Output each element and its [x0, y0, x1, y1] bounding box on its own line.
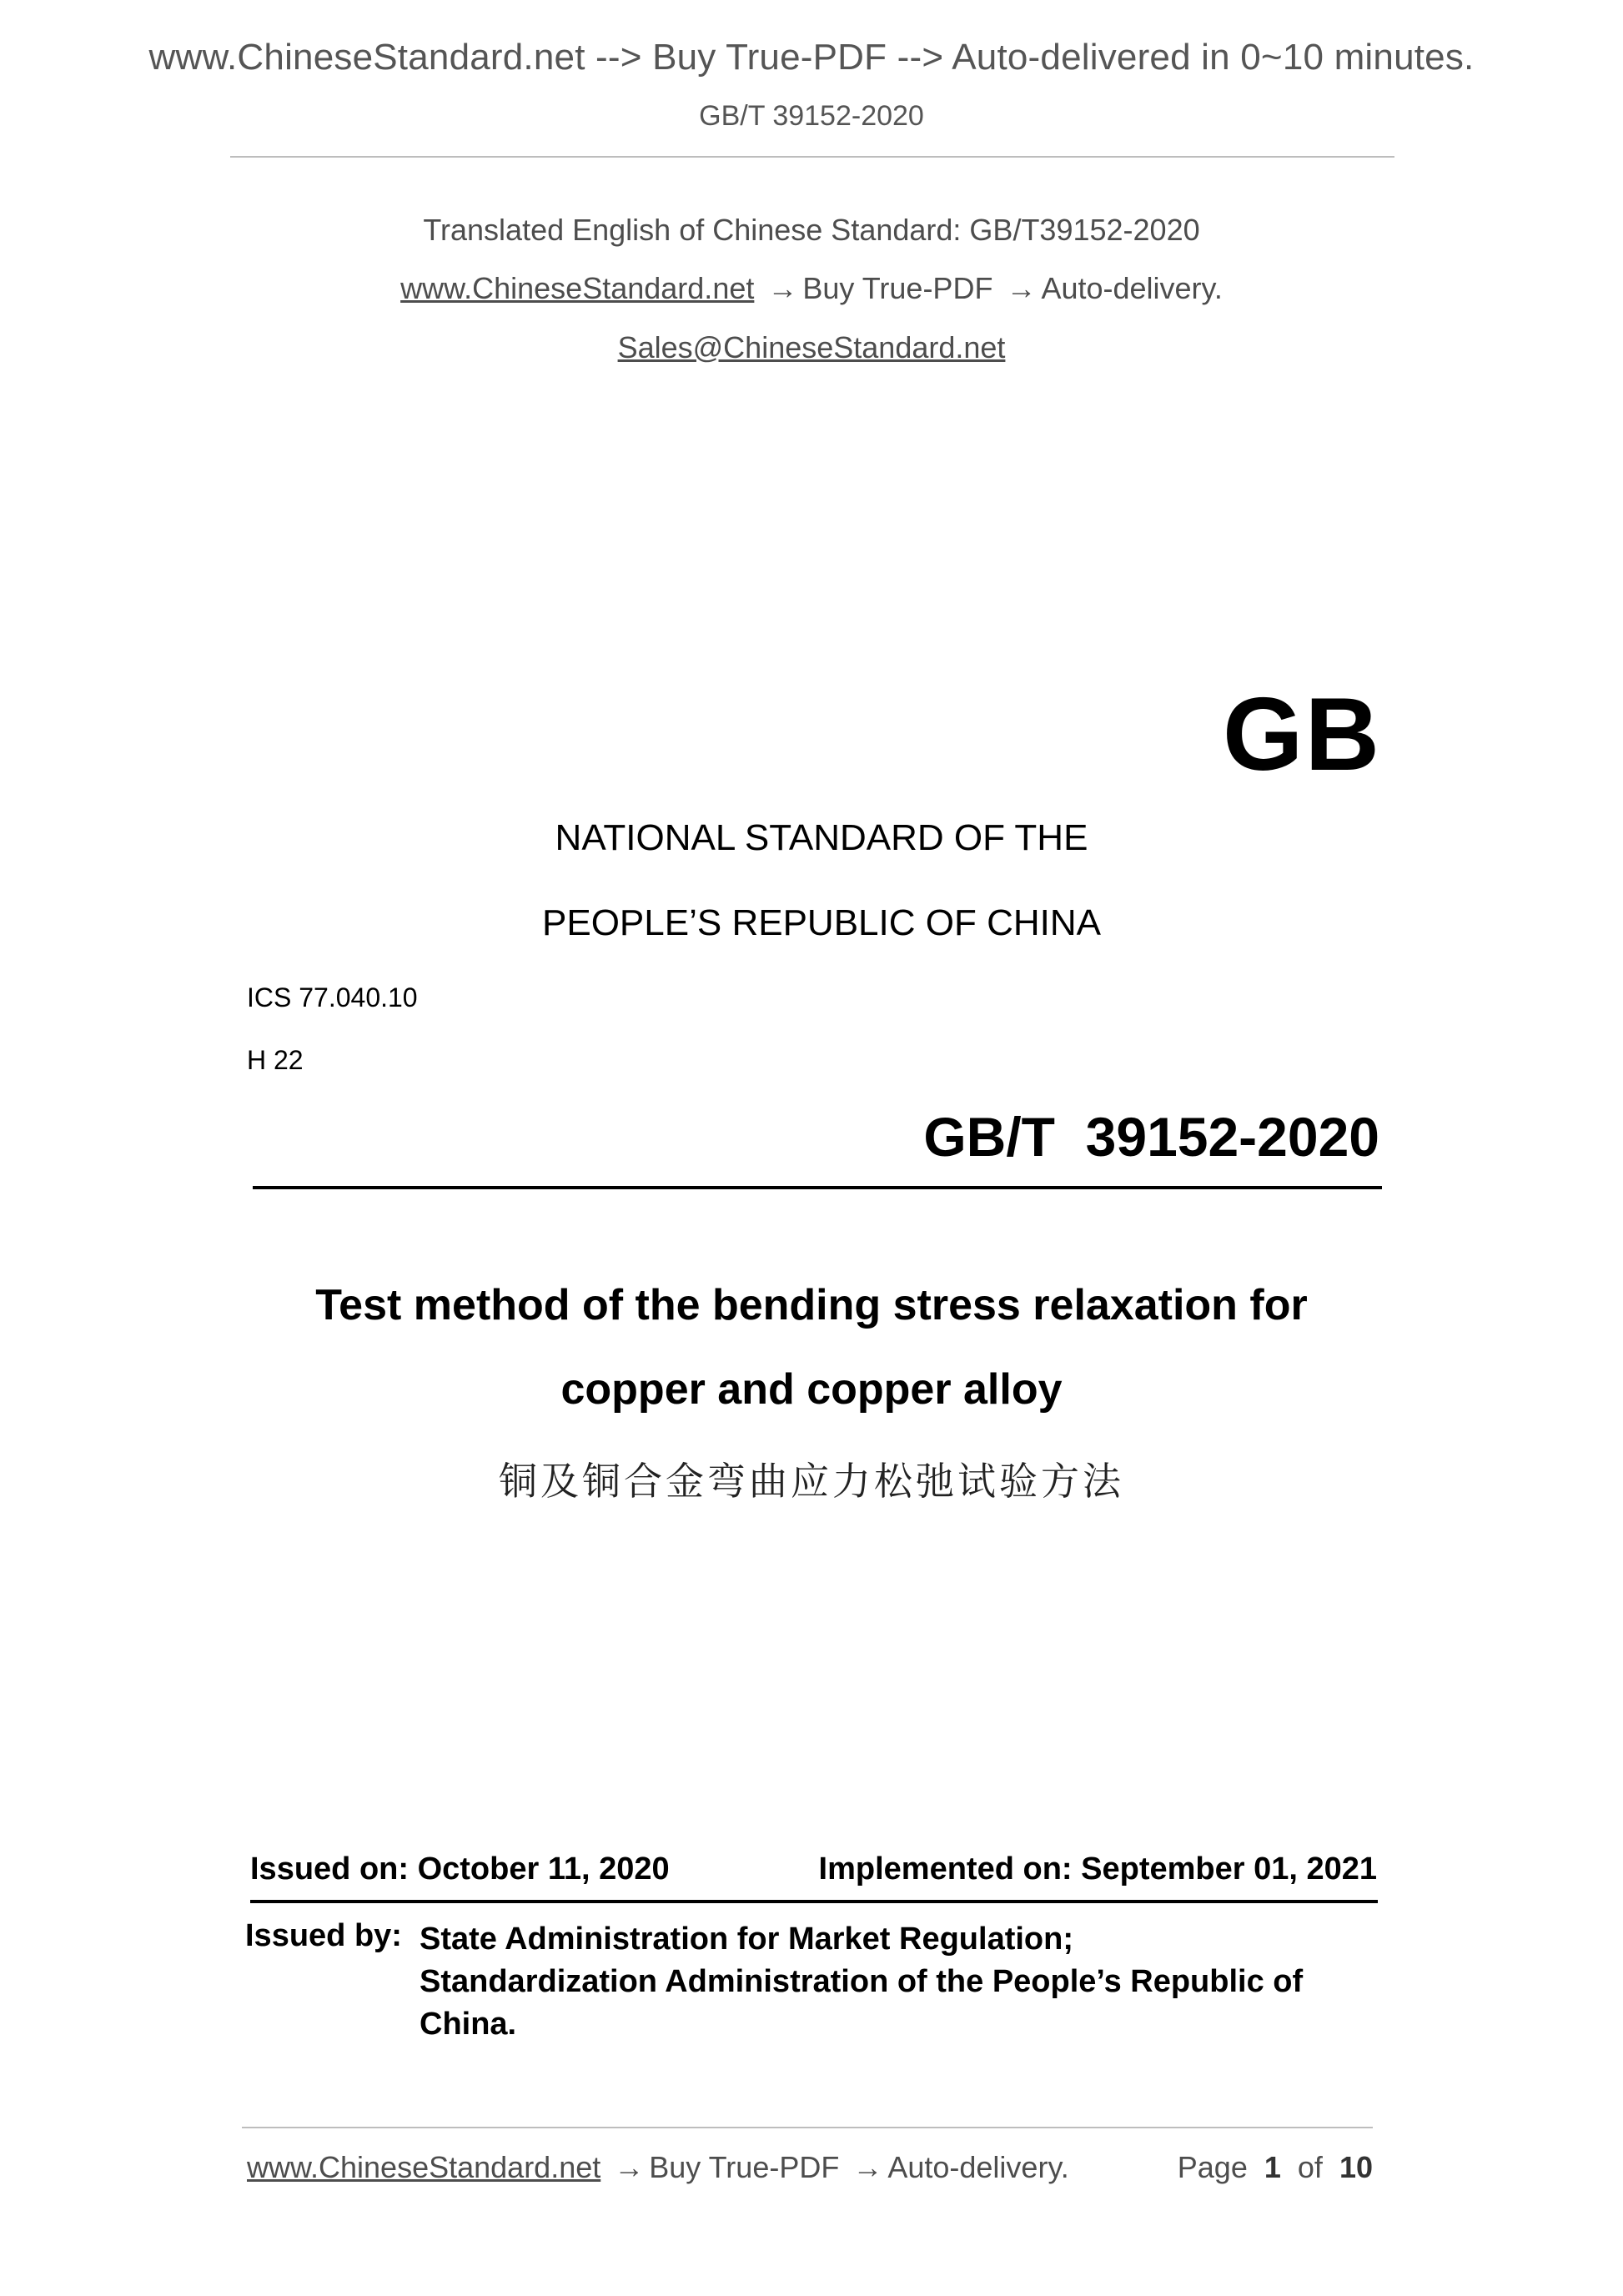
- issuing-authority: Standardization Administration of the People’s Republic of: [420, 1964, 1304, 1999]
- page-total: 10: [1339, 2150, 1373, 2184]
- arrow-right-icon: →: [852, 2150, 883, 2184]
- header-banner: www.ChineseStandard.net --> Buy True-PDF --> Auto-delivered in 0~10 minutes.: [148, 37, 1475, 78]
- email-link[interactable]: Sales@ChineseStandard.net: [617, 330, 1006, 364]
- footer-divider: [242, 2127, 1373, 2128]
- issuing-authority: China.: [420, 2007, 517, 2042]
- issued-by-label: Issued by:: [245, 1918, 402, 1953]
- ics-code: ICS 77.040.10: [247, 982, 418, 1012]
- footer-site-link[interactable]: www.ChineseStandard.net: [247, 2150, 601, 2184]
- document-title-chinese: 铜及铜合金弯曲应力松弛试验方法: [499, 1459, 1124, 1504]
- national-standard-heading-line2: PEOPLE’S REPUBLIC OF CHINA: [542, 902, 1101, 943]
- standard-number: GB/T 39152-2020: [923, 1106, 1379, 1168]
- issued-by-authorities: [420, 1918, 1387, 2046]
- delivery-text: Auto-delivery.: [1041, 271, 1223, 305]
- arrow-right-icon: →: [614, 2150, 645, 2184]
- dates-divider: [250, 1900, 1378, 1903]
- purchase-line: [0, 271, 1623, 306]
- translation-notice: Translated English of Chinese Standard: GB/T39152-2020: [423, 213, 1200, 247]
- gb-logo: GB: [1223, 677, 1381, 792]
- page-label: Page: [1177, 2150, 1248, 2184]
- page-indicator: [1178, 2150, 1373, 2185]
- standard-number-rule: [253, 1186, 1382, 1189]
- footer-delivery-text: Auto-delivery.: [887, 2150, 1069, 2184]
- implemented-on-date: Implemented on: September 01, 2021: [818, 1851, 1377, 1887]
- of-label: of: [1297, 2150, 1323, 2184]
- header-standard-code: GB/T 39152-2020: [699, 100, 924, 132]
- national-standard-heading: NATIONAL STANDARD OF THE: [555, 817, 1088, 858]
- email-line: [0, 330, 1623, 365]
- ccs-code: H 22: [247, 1045, 304, 1075]
- header-divider: [230, 156, 1394, 158]
- page-current: 1: [1264, 2150, 1281, 2184]
- site-link[interactable]: www.ChineseStandard.net: [400, 271, 755, 305]
- document-title-line2: copper and copper alloy: [560, 1365, 1063, 1414]
- footer-buy-text: Buy True-PDF: [649, 2150, 840, 2184]
- arrow-right-icon: →: [767, 271, 798, 305]
- issued-on-date: Issued on: October 11, 2020: [250, 1851, 670, 1887]
- issuing-authority: State Administration for Market Regulation;: [420, 1922, 1073, 1957]
- arrow-right-icon: →: [1006, 271, 1037, 305]
- buy-text: Buy True-PDF: [802, 271, 993, 305]
- footer-purchase-line: [247, 2150, 1069, 2185]
- document-title: Test method of the bending stress relaxation for: [315, 1281, 1308, 1329]
